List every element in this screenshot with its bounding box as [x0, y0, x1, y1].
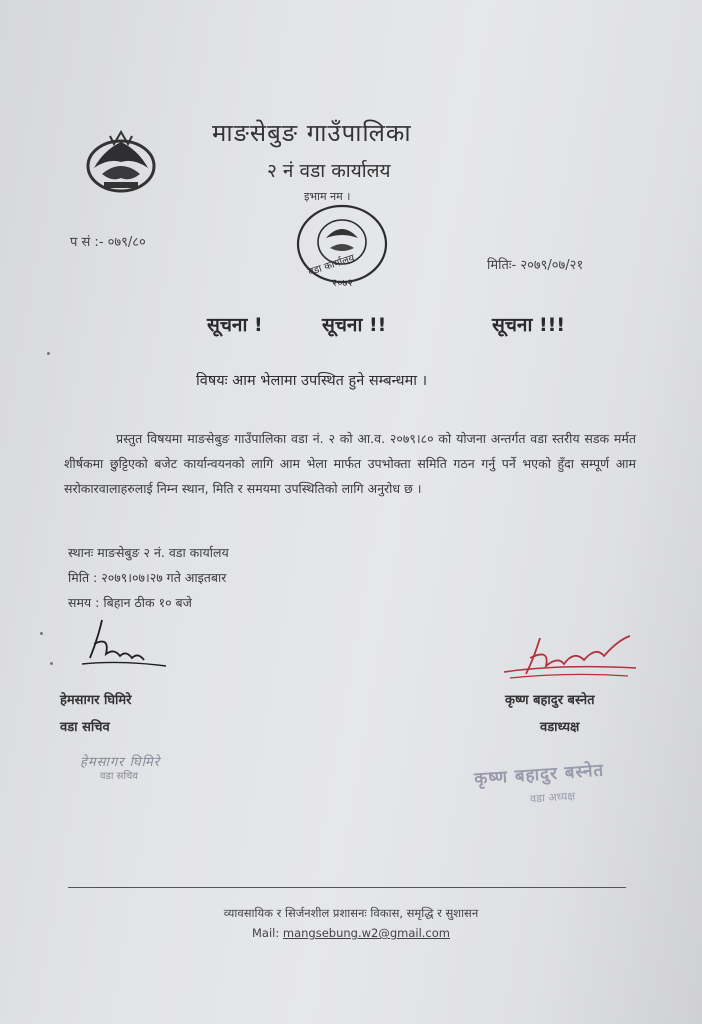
notice-heading-2: सूचना !! [322, 314, 387, 336]
secretary-signature [80, 614, 170, 672]
svg-text:२०७२: २०७२ [332, 278, 353, 289]
email-link[interactable]: mangsebung.w2@gmail.com [282, 926, 450, 940]
footer-mail [0, 926, 702, 940]
svg-text:इभाम नम ।: इभाम नम । [304, 190, 351, 203]
mail-label: Mail: [251, 926, 280, 940]
subject-line: विषयः आम भेलामा उपस्थित हुने सम्बन्धमा । [196, 373, 428, 389]
reference-number: प सं :- ०७९/८० [70, 235, 146, 250]
secretary-title-stamp: वडा सचिव [100, 771, 138, 782]
secretary-name-stamp: हेमसागर घिमिरे [80, 755, 161, 770]
meeting-details [68, 540, 229, 615]
ward-office-heading: २ नं वडा कार्यालय [267, 160, 391, 182]
chairperson-name: कृष्ण बहादुर बस्नेत [505, 693, 595, 708]
chairperson-title-stamp: वडा अध्यक्ष [529, 789, 576, 806]
chairperson-title: वडाध्यक्ष [540, 720, 580, 735]
office-seal-stamp [278, 182, 403, 290]
notice-heading-1: सूचना ! [207, 314, 263, 336]
footer-divider [68, 887, 626, 888]
office-name-heading: माङसेबुङ गाउँपालिका [212, 119, 412, 147]
notice-heading-3: सूचना !!! [492, 314, 565, 336]
secretary-name: हेमसागर घिमिरे [60, 693, 132, 708]
paper-speck [40, 632, 43, 635]
meeting-place: स्थानः माङसेबुङ २ नं. वडा कार्यालय [68, 545, 229, 560]
svg-text:वडा कार्यालय: वडा कार्यालय [306, 252, 356, 279]
meeting-time: समय : बिहान ठीक १० बजे [68, 595, 192, 610]
footer-slogan: व्यावसायिक र सिर्जनशील प्रशासनः विकास, समृद्धि र सुशासन [223, 906, 479, 920]
body-paragraph: प्रस्तुत विषयमा माङसेबुङ गाउँपालिका वडा नं. २ को आ.व. २०७९।८० को योजना अन्तर्गत वडा स्तरीय सडक मर्मत शीर्षकमा छुट्टिएको बजेट कार्यान्वयनको लागि आम भेला मार्फत उपभोक्ता समिति गठन गर्नु पर्ने भएको हुँदा सम्पूर्ण आम सरोकारवालाहरुलाई निम्न स्थान, मिति र समयमा उपस्थितिको लागि अनुरोध छ । [64, 431, 636, 496]
paper-speck [47, 352, 50, 355]
government-emblem-icon [84, 128, 158, 194]
meeting-date: मिति : २०७९।०७।२७ गते आइतबार [68, 570, 227, 585]
chairperson-name-stamp: कृष्ण बहादुर बस्नेत [473, 760, 605, 790]
letter-date: मितिः- २०७९/०७/२१ [487, 258, 584, 273]
chairperson-signature [500, 628, 640, 688]
secretary-title: वडा सचिव [60, 720, 110, 735]
paper-speck [50, 662, 53, 665]
